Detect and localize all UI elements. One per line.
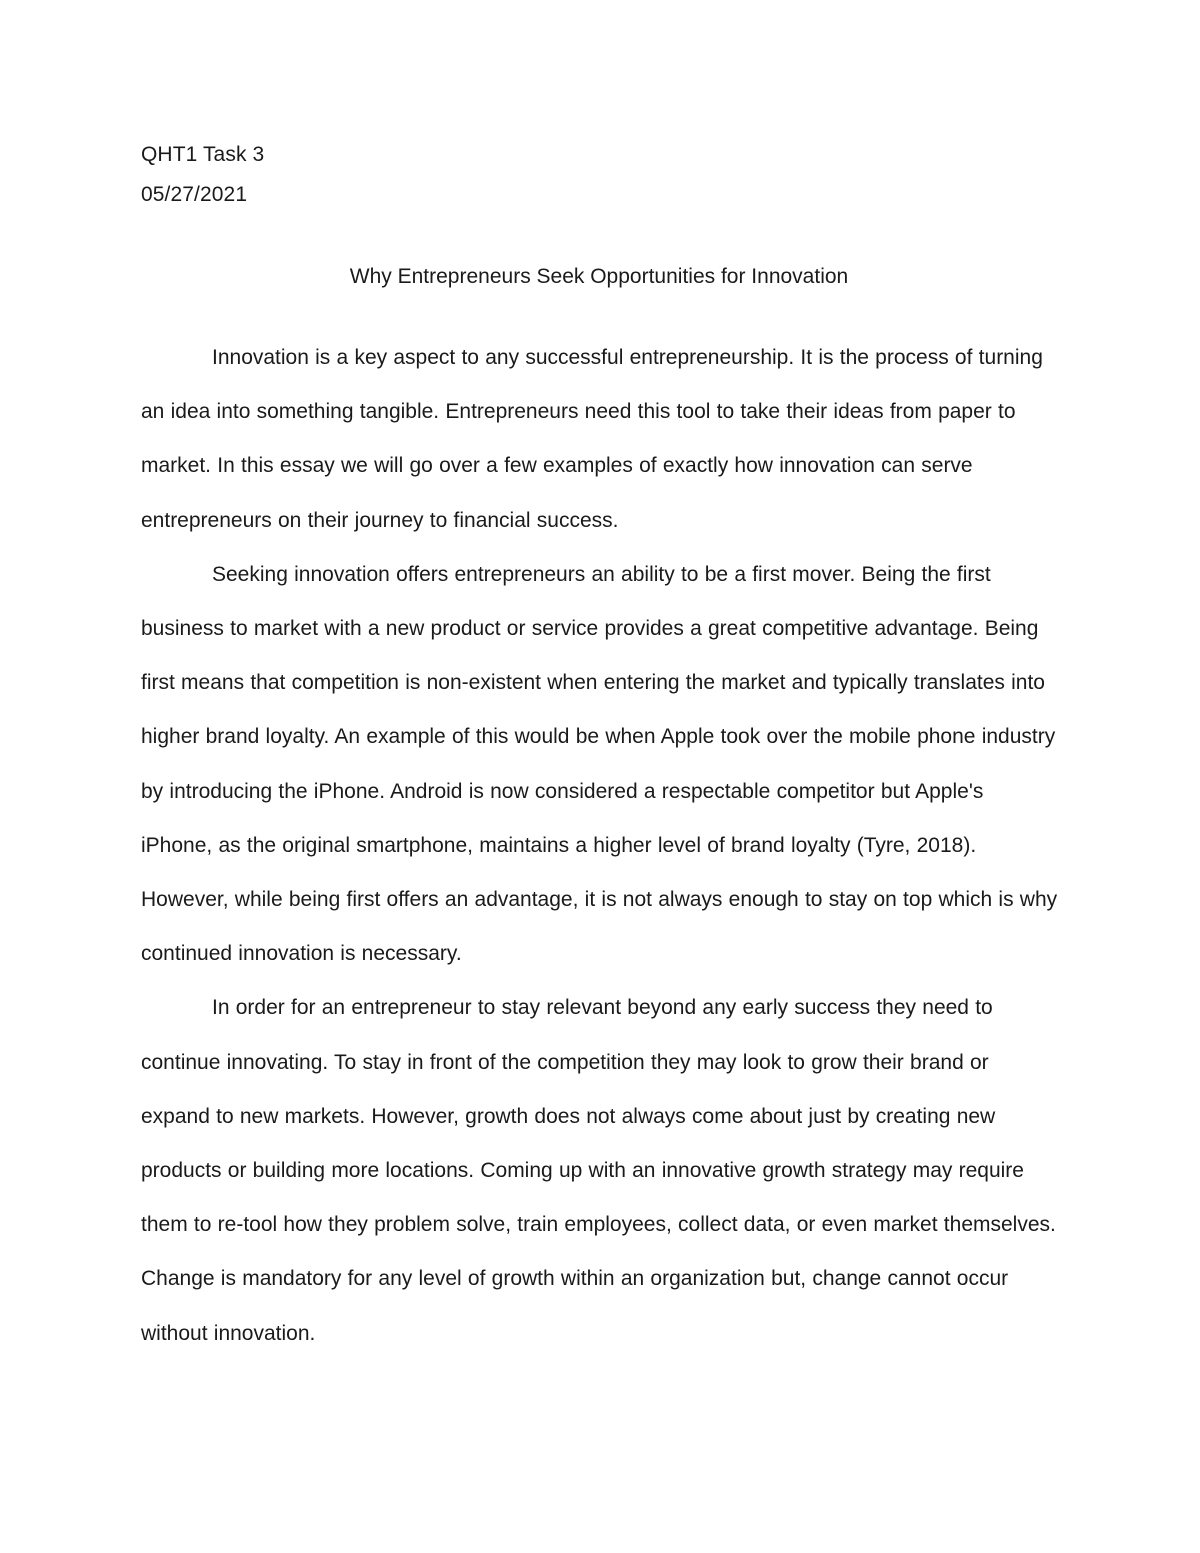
paragraph-1: Innovation is a key aspect to any successful entrepreneurship. It is the process of turning an idea into something tangible. Entrepreneurs need this tool to take their ideas from paper to market. In this essay we will go over a few examples of exactly how innovation can serve entrepreneurs on their journey to financial success. [141,346,1043,532]
paragraph-2: Seeking innovation offers entrepreneurs an ability to be a first mover. Being the first business to market with a new product or service provides a great competitive advantage. Being first means that competition is non-existent when entering the market and typically translates into higher brand loyalty. An example of this would be when Apple took over the mobile phone industry by introducing the iPhone. Android is now considered a respectable competitor but Apple's iPhone, as the original smartphone, maintains a higher level of brand loyalty (Tyre, 2018). However, while being first offers an advantage, it is not always enough to stay on top which is why continued innovation is necessary. [141,562,1058,966]
paragraph-3: In order for an entrepreneur to stay relevant beyond any early success they need to continue innovating. To stay in front of the competition they may look to grow their brand or expand to new markets. However, growth does not always come about just by creating new products or building more locations. Coming up with an innovative growth strategy may require them to re-tool how they problem solve, train employees, collect data, or even market themselves. Change is mandatory for any level of growth within an organization but, change cannot occur without innovation. [141,996,1056,1345]
essay-title: Why Entrepreneurs Seek Opportunities for Innovation [349,265,849,288]
assignment-date: 05/27/2021 [141,183,248,206]
essay-body [141,331,1059,1361]
assignment-title: QHT1 Task 3 [141,143,265,166]
